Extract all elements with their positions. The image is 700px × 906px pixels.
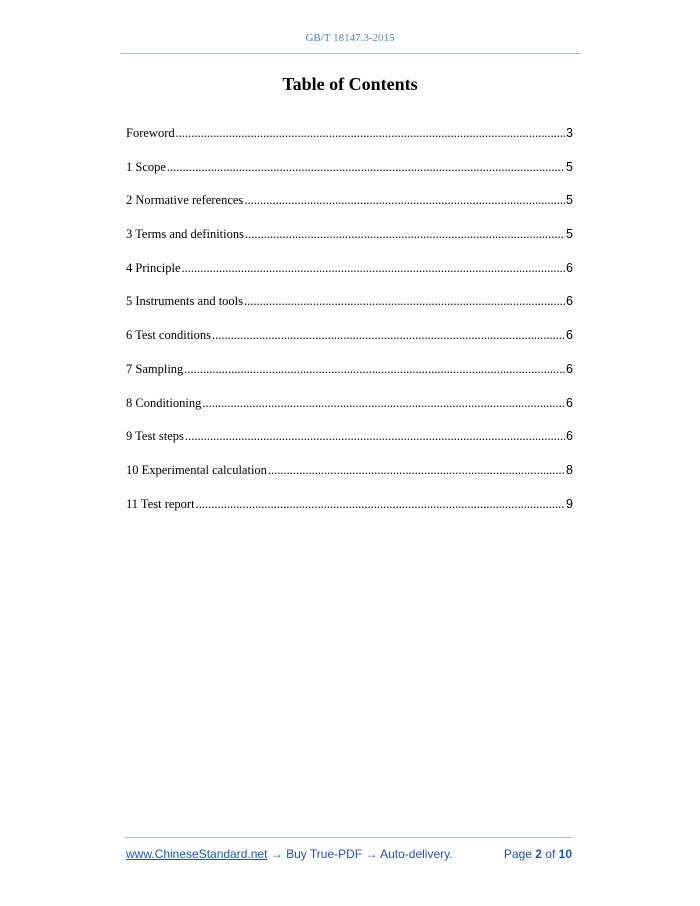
toc-leader-dots: [185, 429, 565, 444]
toc-leader-dots: [244, 294, 565, 309]
toc-entry-label: 10 Experimental calculation: [126, 462, 267, 477]
toc-entry-label: 5 Instruments and tools: [126, 294, 244, 309]
toc-entry[interactable]: [126, 294, 573, 328]
toc-leader-dots: [245, 227, 565, 242]
total-pages: 10: [558, 847, 572, 861]
toc-entry-page: 5: [566, 227, 573, 242]
toc-entry[interactable]: [126, 328, 573, 362]
toc-entry-page: 6: [566, 328, 573, 343]
toc-leader-dots: [202, 396, 565, 411]
toc-entry-page: 8: [566, 462, 573, 477]
toc-entry-label: 7 Sampling: [126, 361, 184, 376]
toc-entry[interactable]: [126, 463, 573, 497]
toc-entry-label: 11 Test report: [126, 496, 195, 511]
page-title: Table of Contents: [282, 74, 418, 94]
toc-entry-label: 2 Normative references: [126, 193, 244, 208]
page-footer: [126, 847, 572, 861]
toc-entry[interactable]: [126, 362, 573, 396]
toc-entry-page: 5: [566, 193, 573, 208]
toc-entry-page: 6: [566, 294, 573, 309]
toc-leader-dots: [212, 328, 565, 343]
toc-entry[interactable]: [126, 396, 573, 430]
toc-leader-dots: [182, 261, 566, 276]
toc-entry[interactable]: [126, 261, 573, 295]
toc-entry[interactable]: [126, 193, 573, 227]
toc-entry-page: 3: [566, 126, 573, 140]
toc-entry-label: 3 Terms and definitions: [126, 227, 244, 242]
toc-leader-dots: [167, 160, 565, 175]
toc-entry-label: Foreword: [126, 126, 175, 140]
footer-divider: [125, 837, 572, 838]
website-link[interactable]: www.ChineseStandard.net: [126, 847, 268, 861]
running-header: GB/T 18147.3-2015: [305, 32, 395, 44]
toc-entry-page: 6: [566, 395, 573, 410]
table-of-contents: [126, 126, 573, 530]
toc-entry-label: 9 Test steps: [126, 429, 184, 444]
toc-entry[interactable]: [126, 160, 573, 194]
toc-entry[interactable]: [126, 227, 573, 261]
page-number: [504, 847, 572, 861]
toc-leader-dots: [244, 193, 565, 208]
toc-entry-label: 4 Principle: [126, 260, 181, 275]
toc-leader-dots: [184, 362, 565, 377]
toc-leader-dots: [176, 126, 565, 141]
footer-promo-text: → Buy True-PDF → Auto-delivery.: [267, 847, 453, 861]
toc-entry-label: 8 Conditioning: [126, 395, 202, 410]
toc-leader-dots: [268, 463, 565, 478]
footer-promo: [126, 847, 453, 861]
toc-entry[interactable]: [126, 126, 573, 160]
page-of: of: [541, 847, 559, 861]
toc-entry-label: 1 Scope: [126, 159, 166, 174]
toc-entry-page: 5: [566, 159, 573, 174]
header-divider: [120, 53, 580, 54]
toc-entry-label: 6 Test conditions: [126, 328, 212, 343]
current-page: 2: [535, 847, 542, 861]
toc-leader-dots: [196, 497, 565, 512]
toc-entry-page: 6: [566, 361, 573, 376]
toc-entry[interactable]: [126, 429, 573, 463]
toc-entry[interactable]: [126, 497, 573, 531]
toc-entry-page: 6: [566, 260, 573, 275]
page-prefix: Page: [503, 847, 536, 861]
toc-entry-page: 9: [566, 496, 573, 511]
toc-entry-page: 6: [566, 429, 573, 444]
